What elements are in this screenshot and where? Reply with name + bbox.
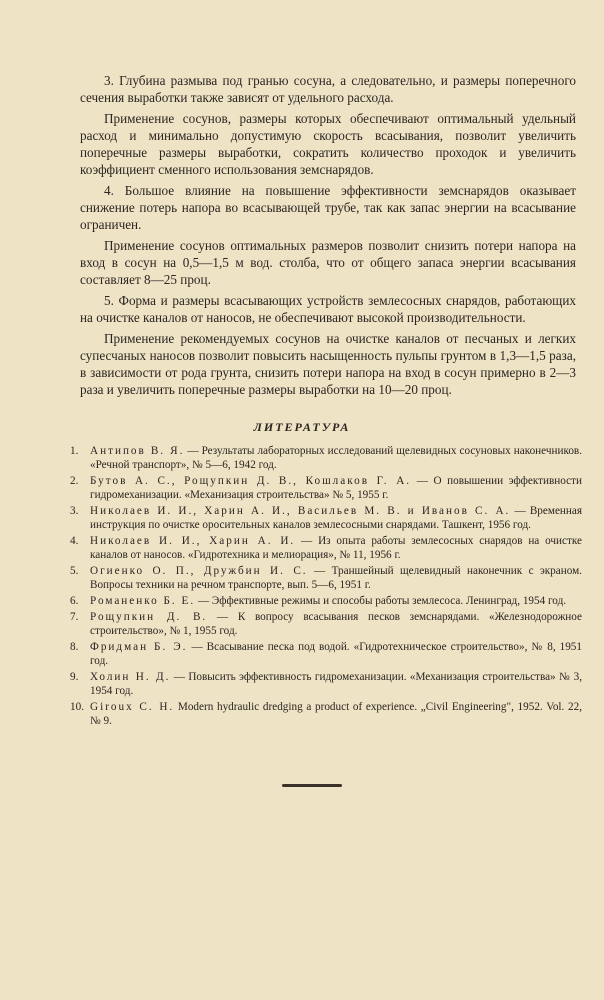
reference-text: — Временная инструкция по очистке оросительных каналов землесосными снарядами. Ташкент, 1956 год. <box>90 505 582 531</box>
reference-number: 3. <box>70 505 79 517</box>
reference-author: Антипов В. Я. <box>90 445 185 457</box>
reference-number: 2. <box>70 475 79 487</box>
reference-author: Giroux C. H. <box>90 701 175 713</box>
reference-item <box>70 444 582 472</box>
reference-text: — Траншейный щелевидный наконечник с экраном. Вопросы техники на речном транспорте, вып. 5—6, 1951 г. <box>90 565 582 591</box>
reference-item <box>70 700 582 728</box>
reference-number: 10. <box>70 701 84 713</box>
reference-author: Николаев И. И., Харин А. И., Васильев М. В. и Иванов С. А. <box>90 505 511 517</box>
reference-author: Рощупкин Д. В. <box>90 611 208 623</box>
reference-item <box>70 474 582 502</box>
reference-item <box>70 504 582 532</box>
reference-text: — К вопросу всасывания песков земснарядами. «Железнодорожное строительство», № 1, 1955 год. <box>90 611 582 637</box>
body-text <box>80 72 576 402</box>
reference-author: Бутов А. С., Рощупкин Д. В., Кошлаков Г. А. <box>90 475 412 487</box>
reference-item <box>70 594 582 608</box>
reference-number: 6. <box>70 595 79 607</box>
section-divider <box>282 784 342 787</box>
reference-number: 8. <box>70 641 79 653</box>
reference-item <box>70 640 582 668</box>
reference-number: 1. <box>70 445 79 457</box>
paragraph: 4. Большое влияние на повышение эффективности земснарядов оказывает снижение потерь напора во всасывающей трубе, так как запас энергии на всасывание ограничен. <box>80 183 576 232</box>
reference-text: — О повышении эффективности гидромеханизации. «Механизация строительства» № 5, 1955 г. <box>90 475 582 501</box>
paragraph: Применение сосунов, размеры которых обеспечивают оптимальный удельный расход и минимально допустимую скорость всасывания, позволит увеличить поперечные размеры выработки, сократить количество проходок и увеличить коэффициент сменного использования земснарядов. <box>80 111 576 177</box>
reference-author: Романенко Б. Е. <box>90 595 196 607</box>
literature-heading: ЛИТЕРАТУРА <box>253 420 351 434</box>
paragraph: Применение рекомендуемых сосунов на очистке каналов от песчаных и легких супесчаных наносов позволит повысить насыщенность пульпы грунтом в 1,3—1,5 раза, в зависимости от рода грунта, снизить потери напора на вход в сосун примерно в 2—3 раза и увеличить поперечные размеры выработки на 10—20 проц. <box>80 331 576 397</box>
reference-text: — Результаты лабораторных исследований щелевидных сосуновых наконечников. «Речной транспорт», № 5—6, 1942 год. <box>90 445 582 471</box>
reference-number: 7. <box>70 611 79 623</box>
reference-text: Modern hydraulic dredging a product of experience. „Civil Engineering", 1952. Vol. 22, № 9. <box>90 701 582 727</box>
reference-text: — Эффективные режимы и способы работы землесоса. Ленинград, 1954 год. <box>195 595 567 607</box>
reference-author: Огиенко О. П., Дружбин И. С. <box>90 565 308 577</box>
reference-number: 5. <box>70 565 79 577</box>
reference-author: Николаев И. И., Харин А. И. <box>90 535 296 547</box>
reference-author: Холин Н. Д. <box>90 671 171 683</box>
reference-number: 9. <box>70 671 79 683</box>
reference-item <box>70 670 582 698</box>
reference-text: — Всасывание песка под водой. «Гидротехническое строительство», № 8, 1951 год. <box>90 641 582 667</box>
reference-item <box>70 610 582 638</box>
paragraph: Применение сосунов оптимальных размеров позволит снизить потери напора на вход в сосун на 0,5—1,5 м вод. столба, что от общего запаса энергии всасывания составляет 8—25 проц. <box>80 238 576 287</box>
reference-number: 4. <box>70 535 79 547</box>
reference-text: — Повысить эффективность гидромеханизации. «Механизация строительства» № 3, 1954 год. <box>90 671 582 697</box>
reference-item <box>70 564 582 592</box>
paragraph: 3. Глубина размыва под гранью сосуна, а следовательно, и размеры поперечного сечения выработки также зависят от удельного расхода. <box>80 73 576 105</box>
reference-list <box>70 444 582 730</box>
reference-author: Фридман Б. Э. <box>90 641 188 653</box>
reference-text: — Из опыта работы землесосных снарядов на очистке каналов от наносов. «Гидротехника и мелиорация», № 11, 1956 г. <box>90 535 582 561</box>
paragraph: 5. Форма и размеры всасывающих устройств землесосных снарядов, работающих на очистке каналов от наносов, не обеспечивают высокой производительности. <box>80 293 576 325</box>
reference-item <box>70 534 582 562</box>
